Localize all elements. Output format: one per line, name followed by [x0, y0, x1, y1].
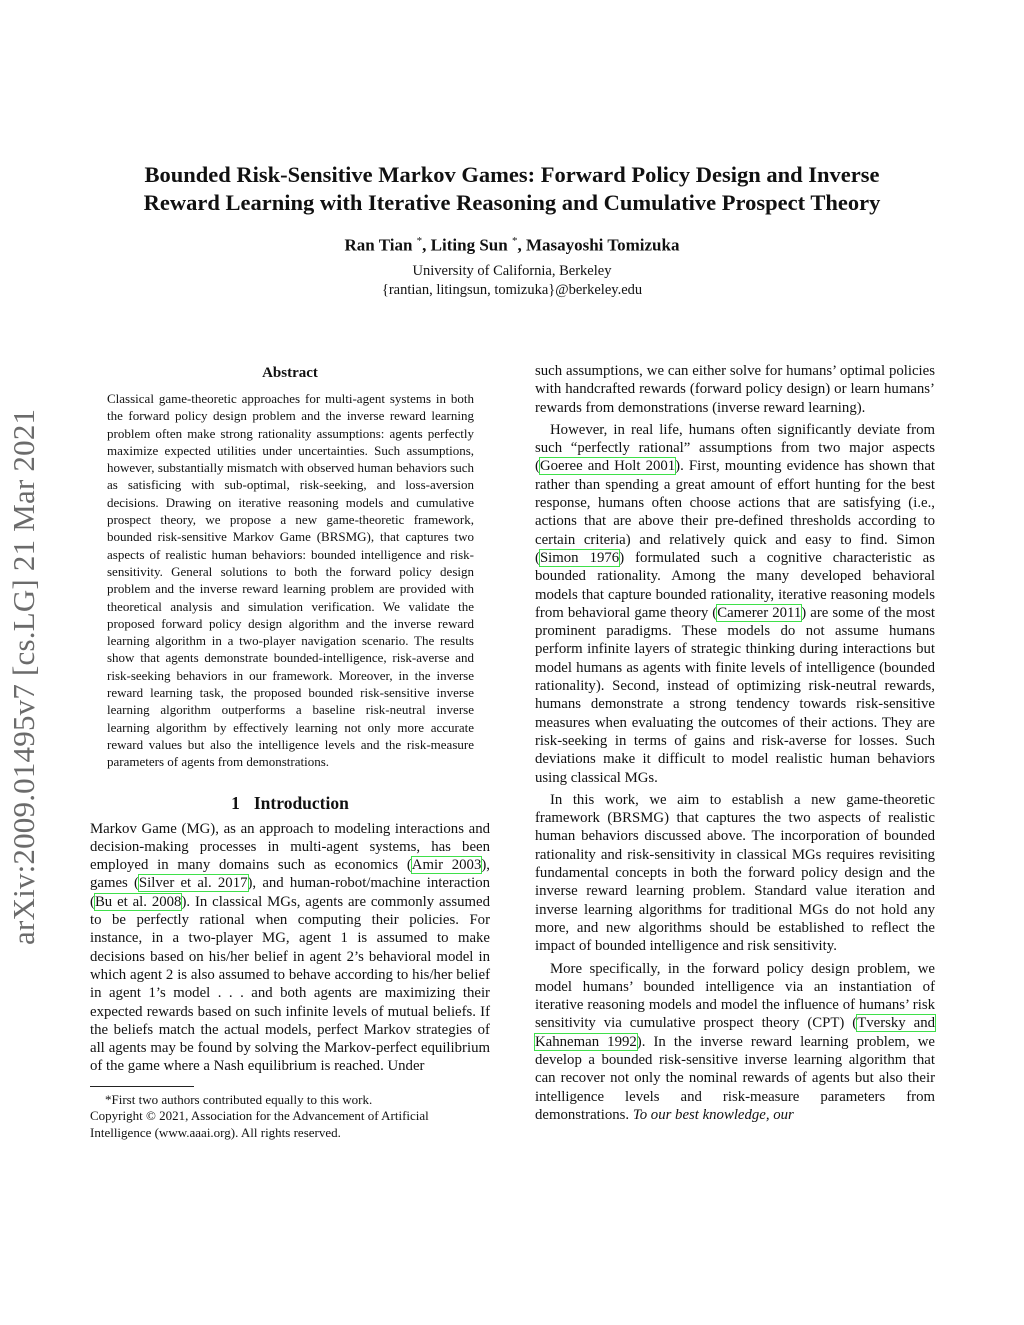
paper-title [100, 161, 924, 217]
footnote-equal-contribution: *First two authors contributed equally to this work. [105, 1091, 373, 1107]
section-heading-introduction [90, 793, 490, 814]
right-paragraph-3: In this work, we aim to establish a new game-theoretic framework (BRSMG) that captures the two aspects of realistic human behaviors discussed above. The incorporation of bounded rationality and risk-sensitivity in classical MGs requires revisiting fundamental concepts in both the forward policy design and the inverse reward learning problem. Standard value iteration and inverse learning algorithms for traditional MGs do not hold any more, and new algorithms should be established to reflect the impact of bounded intelligence and risk sensitivity. [535, 791, 935, 955]
title-line-1: Bounded Risk-Sensitive Markov Games: Forward Policy Design and Inverse [144, 162, 880, 187]
citation-link-tversky-kahneman-1992[interactable]: Tversky and Kahneman 1992 [535, 1015, 935, 1050]
left-column [90, 365, 490, 1141]
paragraph-text: ). In classical MGs, agents are commonly assumed to be perfectly rational when computing their policies. For instance, in a two-player MG, agent 1 is assumed to make decisions based on his/her belief in agent 2’s behavioral model in which agent 2 is also assumed to behave according to his/her belief in agent 1’s model . . . and both agents are maximizing their expected rewards based on such infinite levels of mutual beliefs. If the beliefs match the actual models, perfect Markov strategies of all agents may be found by solving the Markov-perfect equilibrium of the game where a Nash equilibrium is reached. Under [90, 893, 490, 1075]
title-line-2: Reward Learning with Iterative Reasoning and Cumulative Prospect Theory [143, 190, 881, 215]
author-list [100, 235, 924, 256]
abstract-text: Classical game-theoretic approaches for multi-agent systems in both the forward policy design problem and the inverse reward learning problem often make strong rationality assumptions: agents perfectly maximize expected utilities under uncertainties. Such assumptions, however, substantially mismatch with observed human behaviors such as satisficing with sub-optimal, risk-seeking, and loss-aversion decisions. Drawing on iterative reasoning models and cumulative prospect theory, we propose a new game-theoretic framework, bounded risk-sensitive Markov Game (BRSMG), that captures two aspects of realistic human behaviors: bounded intelligence and risk-sensitivity. General solutions to both the forward policy design problem and the inverse reward learning problem are provided with theoretical analysis and simulation verification. We validate the proposed forward policy design algorithm and the inverse reward learning algorithm in a two-player navigation scenario. The results show that agents demonstrate bounded-intelligence, risk-averse and risk-seeking behaviors in our framework. Moreover, in the inverse reward learning task, the proposed bounded risk-sensitive inverse learning algorithm outperforms a baseline risk-neutral inverse learning algorithm by effectively learning not only more accurate reward values but also the intelligence levels and the risk-measure parameters of agents from demonstrations. [107, 391, 474, 770]
citation-link-simon-1976[interactable]: Simon 1976 [539, 549, 620, 566]
paragraph-text: ), and human-robot/machine interaction ( [90, 875, 490, 910]
citation-link-silver-2017[interactable]: Silver et al. 2017 [138, 875, 248, 892]
paragraph-text: However, in real life, humans often significantly deviate from such “perfectly rational” assumptions from two major aspects ( [535, 421, 935, 475]
paragraph-text: ) are some of the most prominent paradigms. These models do not assume humans perform infinite layers of strategic thinking during interactions but model humans as agents with finite levels of intelligence (bounded rationality). Second, instead of optimizing risk-neutral rewards, humans demonstrate a strong tendency towards risk-sensitive measures when evaluating the outcomes of their actions. They are risk-seeking in terms of gains and risk-averse for losses. Such deviations make it difficult to model realistic human behaviors using classical MGs. [535, 604, 935, 786]
section-title: Introduction [253, 792, 349, 813]
author-ran-tian: Ran Tian [344, 235, 413, 255]
right-paragraph-4 [535, 960, 935, 1125]
citation-link-amir-2003[interactable]: Amir 2003 [411, 857, 482, 874]
paragraph-text: ), games ( [90, 857, 490, 892]
author-emails: {rantian, litingsun, tomizuka}@berkeley.edu [381, 282, 643, 298]
equal-contribution-mark[interactable]: * [511, 235, 518, 247]
abstract-heading: Abstract [262, 365, 318, 381]
paragraph-text: ). First, mounting evidence has shown that rather than spending a great amount of effort hunting for the best response, humans often choose actions that are satisfying (i.e., actions that are above their pre-defined thresholds according to certain criteria) and relatively quick and easy to find. Simon ( [535, 458, 935, 566]
citation-link-bu-2008[interactable]: Bu et al. 2008 [94, 893, 182, 910]
affiliation: University of California, Berkeley [412, 263, 612, 279]
right-column [535, 362, 935, 1124]
author-masayoshi-tomizuka: , Masayoshi Tomizuka [517, 235, 680, 255]
paragraph-text: Markov Game (MG), as an approach to modeling interactions and decision-making processes in multi-agent systems, has been employed in many domains such as economics ( [90, 820, 490, 874]
arxiv-identifier-stamp[interactable]: arXiv:2009.01495v7 [cs.LG] 21 Mar 2021 [6, 408, 41, 945]
intro-paragraph-1 [90, 820, 490, 1076]
paragraph-text: ). In the inverse reward learning problem, we develop a bounded risk-sensitive inverse learning algorithm that can recover not only the nominal rewards of agents but also their intelligence levels and risk-measure parameters from demonstrations. [535, 1033, 935, 1123]
equal-contribution-mark[interactable]: * [416, 235, 423, 247]
paragraph-text: More specifically, in the forward policy design problem, we model humans’ bounded intelligence via an instantiation of iterative reasoning models and model the influence of humans’ risk sensitivity via cumulative prospect theory (CPT) ( [535, 960, 935, 1032]
citation-link-goeree-holt-2001[interactable]: Goeree and Holt 2001 [539, 458, 676, 475]
right-paragraph-1: such assumptions, we can either solve for humans’ optimal policies with handcrafted rewards (forward policy design) or learn humans’ rewards from demonstrations (inverse reward learning). [535, 363, 935, 416]
affiliation-block [100, 262, 924, 300]
paragraph-text: ) formulated such a cognitive characteristic as bounded rationality. Among the many developed behavioral models that capture bounded rationality, iterative reasoning models from behavioral game theory ( [535, 549, 935, 621]
author-liting-sun: , Liting Sun [422, 235, 508, 255]
emphasized-text: To our best knowledge, our [632, 1106, 794, 1123]
section-number: 1 [231, 792, 240, 813]
right-paragraph-2 [535, 421, 935, 787]
citation-link-camerer-2011[interactable]: Camerer 2011 [717, 604, 802, 621]
footnote-divider [90, 1086, 194, 1087]
copyright-notice: Copyright © 2021, Association for the Advancement of Artificial Intelligence (www.aaai.org). All rights reserved. [90, 1108, 429, 1140]
